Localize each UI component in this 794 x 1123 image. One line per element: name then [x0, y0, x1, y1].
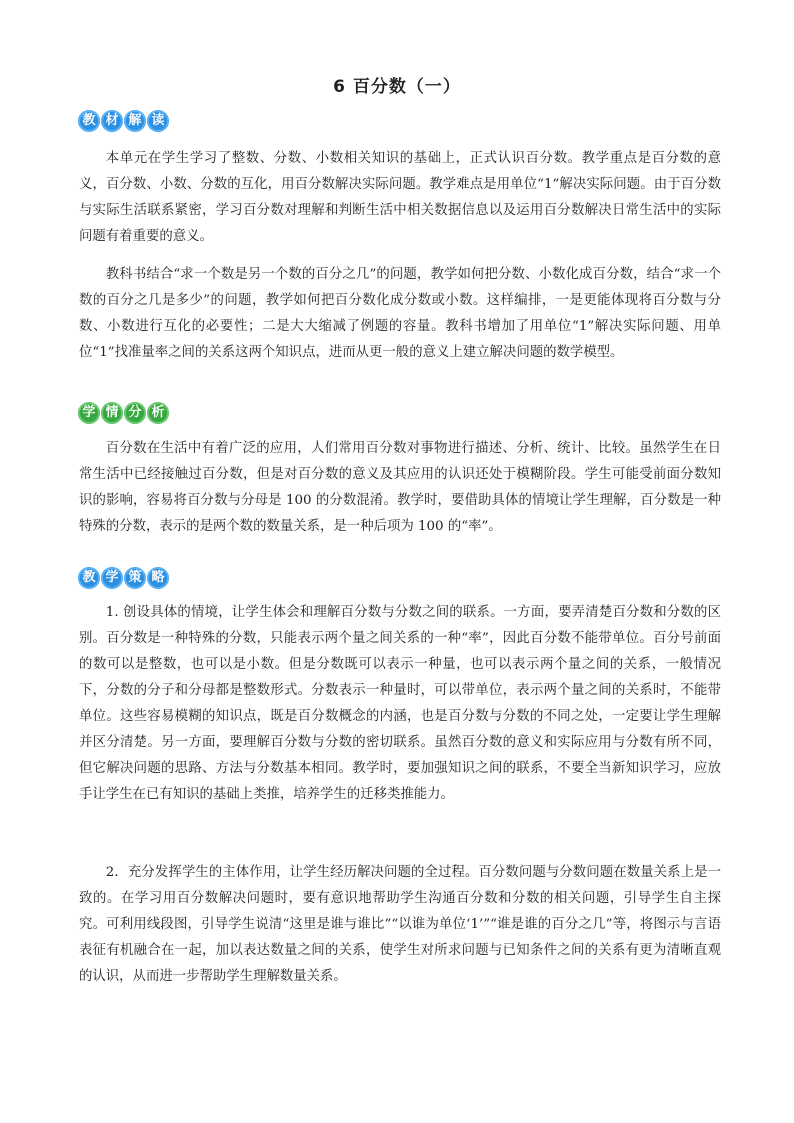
badge-char: 析 [147, 402, 169, 424]
section-badge-learner-analysis [78, 400, 170, 426]
badge-char: 略 [147, 567, 169, 589]
badge-char: 材 [101, 110, 123, 132]
badge-char: 情 [101, 402, 123, 424]
badge-char: 教 [78, 567, 100, 589]
paragraph: 2．充分发挥学生的主体作用，让学生经历解决问题的全过程。百分数问题与分数问题在数量关系上是一致的。在学习用百分数解决问题时，要有意识地帮助学生沟通百分数和分数的相关问题，引导学生自主探究。可利用线段图，引导学生说清“这里是谁与谁比”“以谁为单位‘1’”“谁是谁的百分之几”等，将图示与言语表征有机融合在一起，加以表达数量之间的关系，使学生对所求问题与已知条件之间的关系有更为清晰直观的认识，从而进一步帮助学生理解数量关系。 [79, 865, 721, 984]
badge-char: 学 [101, 567, 123, 589]
section-badge-textbook-analysis [78, 108, 170, 134]
badge-char: 分 [124, 402, 146, 424]
paragraph: 本单元在学生学习了整数、分数、小数相关知识的基础上，正式认识百分数。教学重点是百分数的意义，百分数、小数、分数的互化，用百分数解决实际问题。教学难点是用单位“1”解决实际问题。由于百分数与实际生活联系紧密，学习百分数对理解和判断生活中相关数据信息以及运用百分数解决日常生活中的实际问题有着重要的意义。 [79, 151, 721, 244]
badge-char: 策 [124, 567, 146, 589]
badge-char: 教 [78, 110, 100, 132]
paragraph: 百分数在生活中有着广泛的应用，人们常用百分数对事物进行描述、分析、统计、比较。虽然学生在日常生活中已经接触过百分数，但是对百分数的意义及其应用的认识还处于模糊阶段。学生可能受前面分数知识的影响，容易将百分数与分母是 100 的分数混淆。教学时，要借助具体的情境让学生理解，百分数是一种特殊的分数，表示的是两个数的数量关系，是一种后项为 100 的“率”。 [79, 441, 721, 534]
badge-char: 解 [124, 110, 146, 132]
paragraph: 1. 创设具体的情境，让学生体会和理解百分数与分数之间的联系。一方面，要弄清楚百分数和分数的区别。百分数是一种特殊的分数，只能表示两个量之间关系的一种“率”，因此百分数不能带单位。百分号前面的数可以是整数，也可以是小数。但是分数既可以表示一种量，也可以表示两个量之间的关系，一般情况下，分数的分子和分母都是整数形式。分数表示一种量时，可以带单位，表示两个量之间的关系时，不能带单位。这些容易模糊的知识点，既是百分数概念的内涵，也是百分数与分数的不同之处，一定要让学生理解并区分清楚。另一方面，要理解百分数与分数的密切联系。虽然百分数的意义和实际应用与分数有所不同，但它解决问题的思路、方法与分数基本相同。教学时，要加强知识之间的联系，不要全当新知识学习，应放手让学生在已有知识的基础上类推，培养学生的迁移类推能力。 [79, 605, 721, 802]
badge-char: 学 [78, 402, 100, 424]
section-badge-teaching-strategy [78, 565, 170, 591]
paragraph: 教科书结合“求一个数是另一个数的百分之几”的问题，教学如何把分数、小数化成百分数，结合“求一个数的百分之几是多少”的问题，教学如何把百分数化成分数或小数。这样编排，一是更能体现将百分数与分数、小数进行互化的必要性；二是大大缩减了例题的容量。教科书增加了用单位“1”解决实际问题、用单位“1”找准量率之间的关系这两个知识点，进而从更一般的意义上建立解决问题的数学模型。 [79, 267, 721, 360]
page-title: 6 百分数（一） [333, 77, 461, 97]
badge-char: 读 [147, 110, 169, 132]
